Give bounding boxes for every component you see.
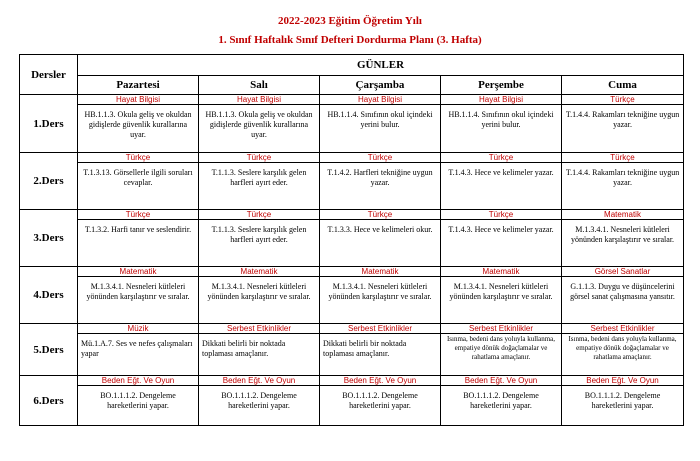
subject-label: Türkçe [320,153,440,163]
objective-text: M.1.3.4.1. Nesneleri kütleleri yönünden karşılaştırır ve sıralar. [449,282,553,301]
day-header: Cuma [562,76,684,95]
objective-text: T.1.1.3. Seslere karşılık gelen harfleri ayırt eder. [211,225,307,244]
day-header: Perşembe [441,76,562,95]
lesson-cell [320,210,441,267]
lesson-cell [562,324,684,376]
subject-label: Beden Eğt. Ve Oyun [441,376,561,386]
subject-label: Görsel Sanatlar [562,267,683,277]
table-row [20,153,684,210]
lesson-cell [562,267,684,324]
page-subtitle: 1. Sınıf Haftalık Sınıf Defteri Dordurma Planı (3. Hafta) [218,34,482,46]
objective-text: BO.1.1.1.2. Dengeleme hareketlerini yapar. [342,391,418,410]
objective-text: T.1.1.3. Seslere karşılık gelen harfleri ayırt eder. [211,168,307,187]
objective-text: HB.1.1.4. Sınıfının okul içindeki yerini bulur. [448,110,554,129]
schedule-table [19,54,684,426]
objective-text: T.1.4.4. Rakamları tekniğine uygun yazar. [565,110,680,129]
ders-label: 6.Ders [20,376,78,426]
objective-text: Isınma, bedeni dans yoluyla kullanma, empatiye dönük doğaçlamalar ve rahatlama amaçlanır. [446,335,556,361]
lesson-cell [78,376,199,426]
objective-text: T.1.4.3. Hece ve kelimeler yazar. [448,225,554,234]
table-row [20,376,684,426]
subject-label: Beden Eğt. Ve Oyun [562,376,683,386]
subject-label: Serbest Etkinlikler [441,324,561,334]
lesson-cell [441,210,562,267]
objective-text: BO.1.1.1.2. Dengeleme hareketlerini yapar. [584,391,661,410]
objective-text: G.1.1.3. Duygu ve düşüncelerini görsel sanat çalışmasına yansıtır. [570,282,675,301]
lesson-cell [441,153,562,210]
subject-label: Beden Eğt. Ve Oyun [199,376,319,386]
objective-text: Mü.1.A.7. Ses ve nefes çalışmaları yapar [81,339,193,358]
subject-label: Türkçe [78,153,198,163]
table-row [20,324,684,376]
lesson-cell [199,267,320,324]
objective-text: M.1.3.4.1. Nesneleri kütleleri yönünden karşılaştırır ve sıralar. [86,282,190,301]
ders-label: 4.Ders [20,267,78,324]
table-row [20,210,684,267]
day-header: Pazartesi [78,76,199,95]
subject-label: Hayat Bilgisi [320,95,440,105]
lesson-cell [562,95,684,153]
day-header: Çarşamba [320,76,441,95]
objective-text: BO.1.1.1.2. Dengeleme hareketlerini yapar. [463,391,539,410]
gunler-header: GÜNLER [78,55,684,76]
page-title: 2022-2023 Eğitim Öğretim Yılı [278,15,422,27]
subject-label: Türkçe [441,153,561,163]
lesson-cell [199,210,320,267]
lesson-cell [199,376,320,426]
lesson-cell [562,153,684,210]
subject-label: Hayat Bilgisi [78,95,198,105]
objective-text: T.1.3.3. Hece ve kelimeleri okur. [327,225,433,234]
lesson-cell [320,267,441,324]
objective-text: HB.1.1.3. Okula geliş ve okuldan gidişlerde güvenlik kurallarına uyar. [205,110,313,139]
subject-label: Hayat Bilgisi [199,95,319,105]
objective-text: T.1.4.4. Rakamları tekniğine uygun yazar. [565,168,680,187]
subject-label: Türkçe [78,210,198,220]
lesson-cell [78,210,199,267]
objective-text: BO.1.1.1.2. Dengeleme hareketlerini yapar. [221,391,297,410]
schedule-body [20,95,684,426]
lesson-cell [441,95,562,153]
lesson-cell [562,210,684,267]
subject-label: Müzik [78,324,198,334]
lesson-cell [441,376,562,426]
lesson-cell [441,324,562,376]
objective-text: T.1.4.2. Harfleri tekniğine uygun yazar. [327,168,433,187]
objective-text: T.1.3.13. Görsellerle ilgili soruları cevaplar. [83,168,193,187]
lesson-cell [199,324,320,376]
objective-text: HB.1.1.3. Okula geliş ve okuldan gidişlerde güvenlik kurallarına uyar. [84,110,192,139]
subject-label: Matematik [320,267,440,277]
subject-label: Serbest Etkinlikler [199,324,319,334]
objective-text: M.1.3.4.1. Nesneleri kütleleri yönünden karşılaştırır ve sıralar. [207,282,311,301]
objective-text: M.1.3.4.1. Nesneleri kütleleri yönünden karşılaştırır ve sıralar. [570,225,675,244]
subject-label: Türkçe [562,153,683,163]
subject-label: Beden Eğt. Ve Oyun [78,376,198,386]
objective-text: T.1.3.2. Harfi tanır ve seslendirir. [84,225,192,234]
objective-text: M.1.3.4.1. Nesneleri kütleleri yönünden karşılaştırır ve sıralar. [328,282,432,301]
objective-text: Isınma, bedeni dans yoluyla kullanma, empatiye dönük doğaçlamalar ve rahatlama amaçlanır. [568,335,677,361]
subject-label: Türkçe [562,95,683,105]
dersler-header: Dersler [20,55,78,95]
subject-label: Beden Eğt. Ve Oyun [320,376,440,386]
subject-label: Türkçe [320,210,440,220]
lesson-cell [562,376,684,426]
objective-text: T.1.4.3. Hece ve kelimeler yazar. [448,168,554,177]
lesson-cell [199,95,320,153]
subject-label: Matematik [562,210,683,220]
table-row [20,95,684,153]
lesson-cell [320,95,441,153]
ders-label: 3.Ders [20,210,78,267]
subject-label: Matematik [441,267,561,277]
objective-text: Dikkati belirli bir noktada toplaması amaçlanır. [202,339,286,358]
lesson-cell [78,324,199,376]
subject-label: Türkçe [199,153,319,163]
lesson-cell [78,267,199,324]
day-header: Salı [199,76,320,95]
lesson-cell [320,324,441,376]
lesson-cell [320,376,441,426]
objective-text: Dikkati belirli bir noktada toplaması amaçlanır. [323,339,407,358]
objective-text: HB.1.1.4. Sınıfının okul içindeki yerini bulur. [327,110,433,129]
lesson-cell [78,153,199,210]
table-row [20,267,684,324]
subject-label: Serbest Etkinlikler [562,324,683,334]
subject-label: Hayat Bilgisi [441,95,561,105]
subject-label: Türkçe [441,210,561,220]
subject-label: Matematik [78,267,198,277]
objective-text: BO.1.1.1.2. Dengeleme hareketlerini yapar. [100,391,176,410]
ders-label: 2.Ders [20,153,78,210]
subject-label: Matematik [199,267,319,277]
subject-label: Serbest Etkinlikler [320,324,440,334]
ders-label: 5.Ders [20,324,78,376]
lesson-cell [199,153,320,210]
lesson-cell [320,153,441,210]
lesson-cell [441,267,562,324]
ders-label: 1.Ders [20,95,78,153]
subject-label: Türkçe [199,210,319,220]
lesson-cell [78,95,199,153]
